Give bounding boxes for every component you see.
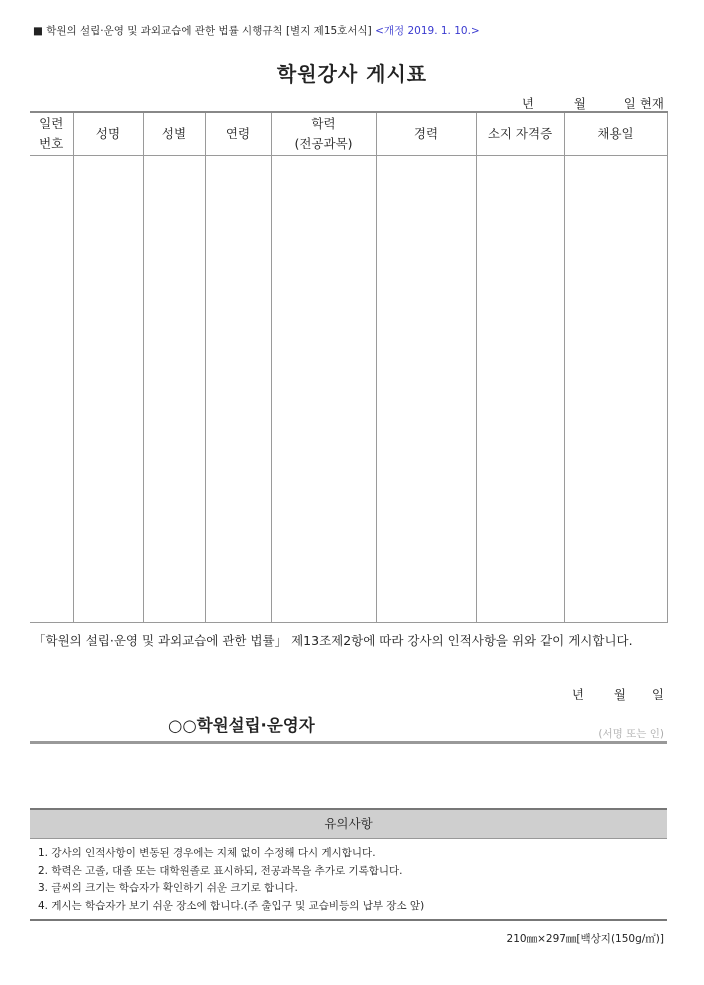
list-item: 2. 학력은 고졸, 대졸 또는 대학원졸로 표시하되, 전공과목을 추가로 기록합니다. xyxy=(38,864,403,877)
cell-name[interactable] xyxy=(73,155,143,622)
signer-name: ○○학원설립·운영자 xyxy=(168,716,315,735)
notes-heading: 유의사항 xyxy=(30,808,667,838)
list-item: 3. 글씨의 크기는 학습자가 확인하기 쉬운 크기로 합니다. xyxy=(38,882,298,894)
table-row xyxy=(30,155,667,622)
amendment-date: <개정 2019. 1. 10.> xyxy=(375,25,480,37)
col-gender: 성별 xyxy=(143,112,205,155)
cell-certificates[interactable] xyxy=(476,155,564,622)
signing-year: 년 xyxy=(571,687,584,702)
col-age: 연령 xyxy=(205,112,271,155)
cell-hire-date[interactable] xyxy=(564,155,667,622)
col-certificates: 소지 자격증 xyxy=(476,112,564,155)
page-title: 학원강사 게시표 xyxy=(276,62,428,86)
signature-divider xyxy=(30,741,667,744)
posting-statement: 「학원의 설립·운영 및 과외교습에 관한 법률」 제13조제2항에 따라 강사의 인적사항을 위와 같이 게시합니다. xyxy=(33,633,633,648)
col-serial-number: 일련 번호 xyxy=(30,112,73,155)
col-hire-date: 채용일 xyxy=(564,112,667,155)
cell-age[interactable] xyxy=(205,155,271,622)
paper-spec: 210㎜×297㎜[백상지(150g/㎡)] xyxy=(506,933,664,945)
instructor-table xyxy=(30,111,668,623)
col-education: 학력 (전공과목) xyxy=(271,112,376,155)
list-item: 4. 게시는 학습자가 보기 쉬운 장소에 합니다.(주 출입구 및 교습비등의 납부 장소 앞) xyxy=(38,899,425,912)
notes-list xyxy=(30,838,667,921)
form-reference xyxy=(33,23,480,38)
as-of-day: 일 현재 xyxy=(623,96,664,111)
cell-serial-number[interactable] xyxy=(30,155,73,622)
as-of-month: 월 xyxy=(573,96,586,111)
signing-day: 일 xyxy=(651,687,664,702)
signature-hint[interactable]: (서명 또는 인) xyxy=(598,728,664,740)
as-of-date xyxy=(462,94,664,112)
cell-education[interactable] xyxy=(271,155,376,622)
col-career: 경력 xyxy=(376,112,476,155)
table-header-row xyxy=(30,112,667,155)
notes-section xyxy=(30,808,667,921)
form-reference-text: ■ 학원의 설립·운영 및 과외교습에 관한 법률 시행규칙 [별지 제15호서식] xyxy=(33,25,372,37)
as-of-year: 년 xyxy=(521,96,534,111)
cell-gender[interactable] xyxy=(143,155,205,622)
signing-month: 월 xyxy=(613,687,626,702)
cell-career[interactable] xyxy=(376,155,476,622)
col-name: 성명 xyxy=(73,112,143,155)
list-item: 1. 강사의 인적사항이 변동된 경우에는 지체 없이 수정해 다시 게시합니다. xyxy=(38,847,376,859)
signing-date xyxy=(544,685,664,703)
